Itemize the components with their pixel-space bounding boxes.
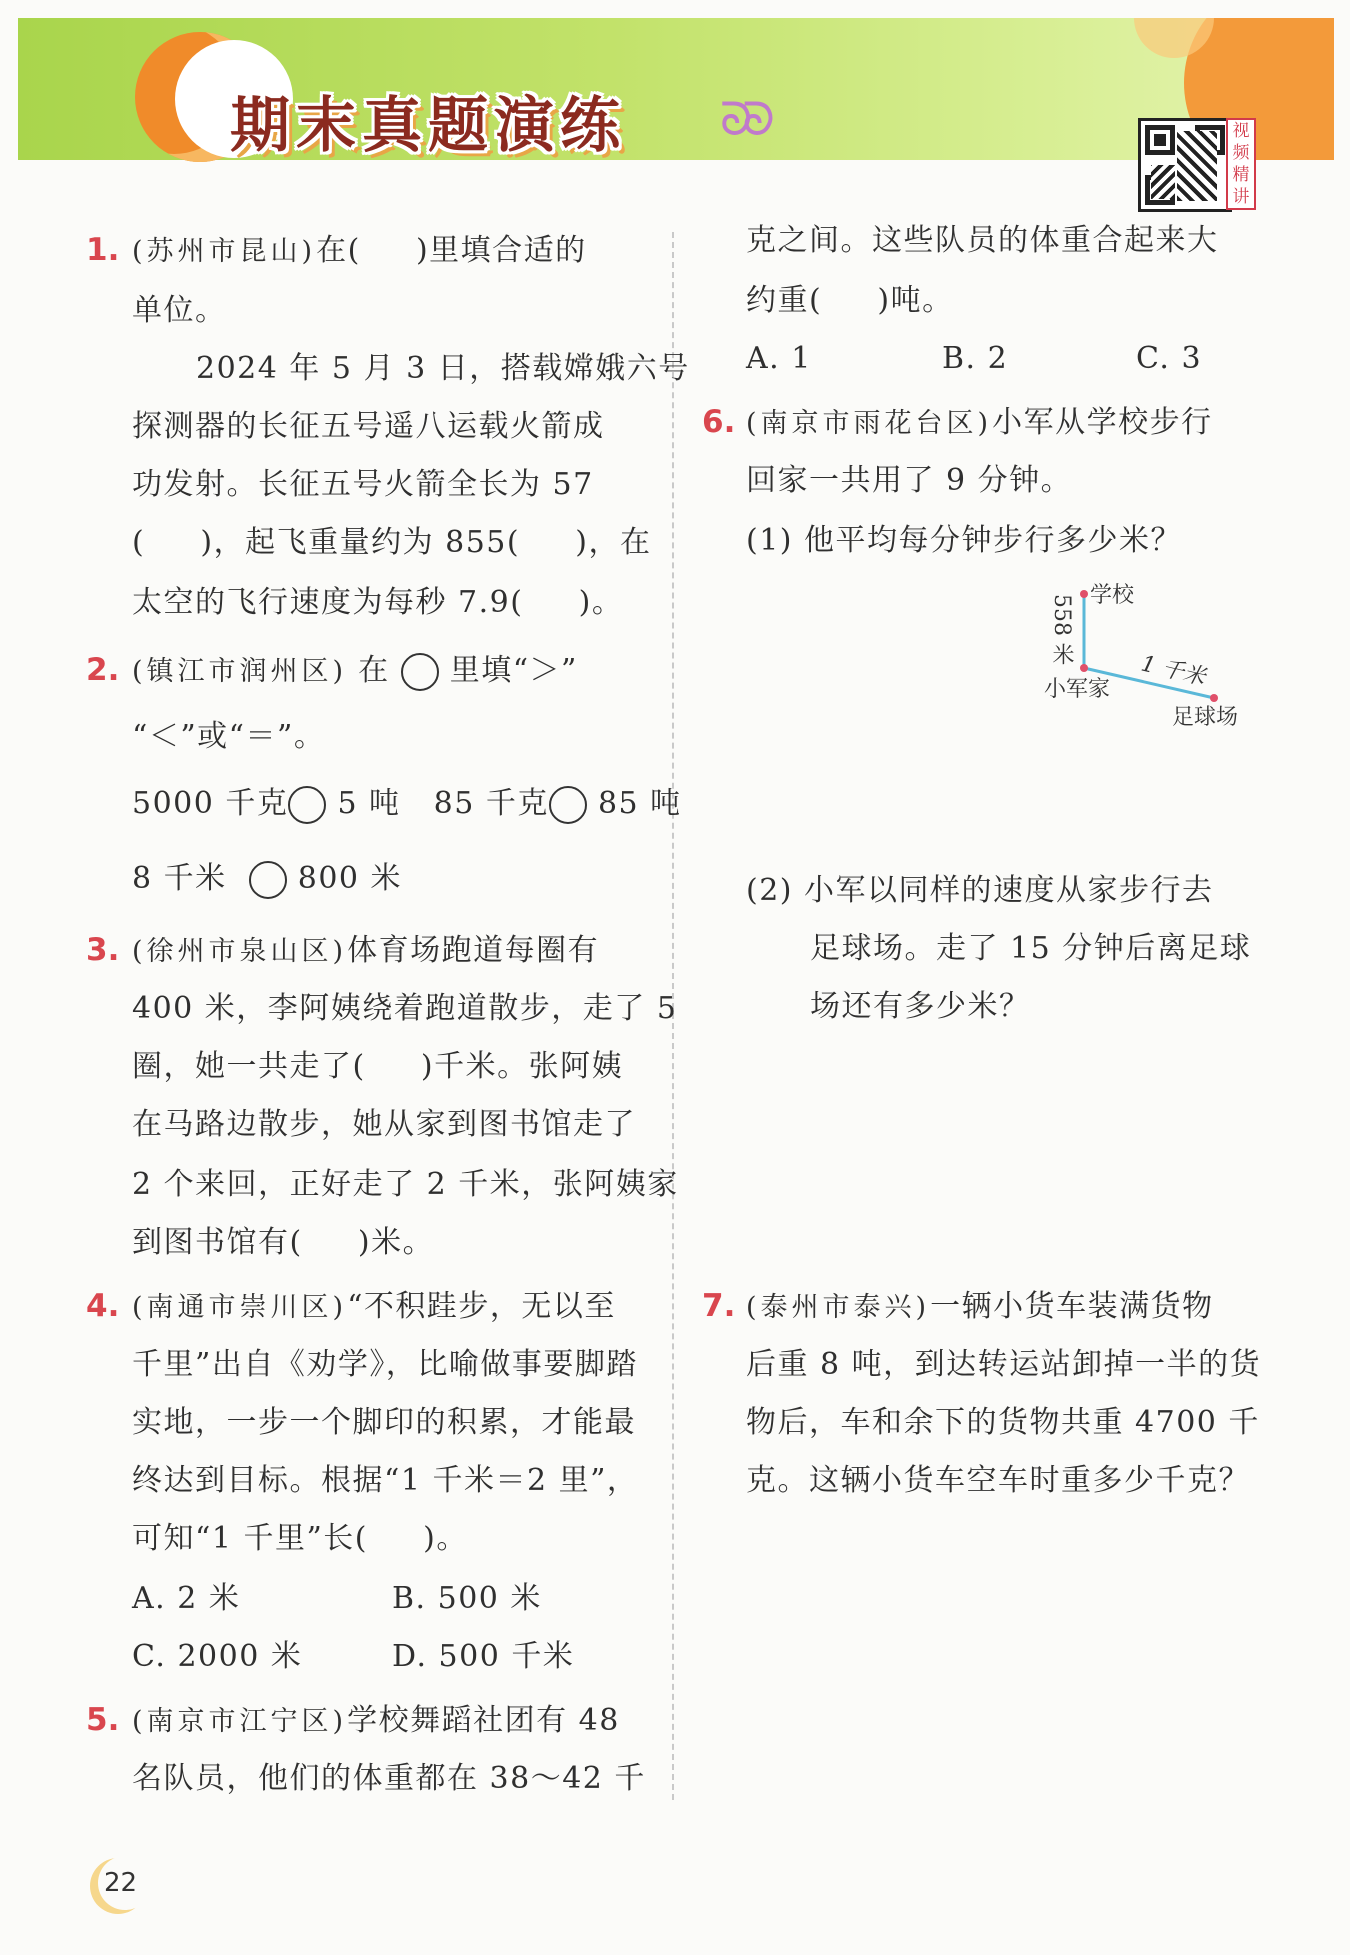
- question-1-line-2: 单位。: [132, 293, 227, 328]
- question-3-line-3: 圈，她一共走了( )千米。张阿姨: [132, 1049, 624, 1084]
- question-5-line-2: 名队员，他们的体重都在 38～42 千: [132, 1761, 646, 1796]
- field-point: [1210, 694, 1218, 702]
- question-2-line-1: (镇江市润州区) 在 里填“＞”: [132, 652, 578, 691]
- home-point: [1080, 664, 1088, 672]
- question-source: (南通市崇川区): [132, 1292, 348, 1323]
- question-6-part-2-line-1: (2) 小军以同样的速度从家步行去: [746, 873, 1214, 908]
- question-4-line-4: 终达到目标。根据“1 千米＝2 里”，: [132, 1463, 639, 1498]
- question-1-line-4: 探测器的长征五号遥八运载火箭成: [132, 409, 605, 444]
- question-4-line-5: 可知“1 千里”长( )。: [132, 1521, 468, 1556]
- label-home: 小军家: [1044, 677, 1111, 702]
- question-1-line-7: 太空的飞行速度为每秒 7.9( )。: [132, 585, 624, 620]
- compare-row-1: 5000 千克 5 吨 85 千克 85 吨: [132, 785, 682, 824]
- question-number: 1.: [86, 232, 120, 268]
- question-1-line-3: 2024 年 5 月 3 日，搭载嫦娥六号: [196, 351, 690, 386]
- question-source: (徐州市泉山区): [132, 936, 348, 967]
- video-explanation-label: 视 频 精 讲: [1226, 118, 1256, 210]
- label-school: 学校: [1090, 583, 1135, 608]
- question-source: (苏州市昆山): [132, 236, 317, 267]
- label-field: 足球场: [1172, 705, 1239, 730]
- question-number: 4.: [86, 1288, 120, 1324]
- question-7-line-2: 后重 8 吨，到达转运站卸掉一半的货: [746, 1347, 1262, 1382]
- question-number: 2.: [86, 652, 120, 688]
- question-number: 6.: [702, 404, 736, 440]
- compare-circle[interactable]: [549, 786, 587, 824]
- page-number-badge: [90, 1858, 150, 1918]
- question-1-line-6: ( )，起飞重量约为 855( )，在: [132, 525, 652, 560]
- question-6-part-1: (1) 他平均每分钟步行多少米？: [746, 523, 1183, 558]
- question-2-line-2: “＜”或“＝”。: [132, 719, 326, 754]
- question-6-part-2-line-2: 足球场。走了 15 分钟后离足球: [810, 931, 1252, 966]
- compare-row-2: 8 千米 800 米: [132, 860, 402, 899]
- question-number: 7.: [702, 1288, 736, 1324]
- question-3-line-1: (徐州市泉山区)体育场跑道每圈有: [132, 933, 600, 968]
- swirl-decoration-icon: ᘐᘐ: [720, 92, 765, 146]
- question-6-part-2-line-3: 场还有多少米？: [810, 989, 1031, 1024]
- question-7-line-1: (泰州市泰兴)一辆小货车装满货物: [746, 1289, 1214, 1324]
- question-1-line-5: 功发射。长征五号火箭全长为 57: [132, 467, 594, 502]
- question-4-line-3: 实地，一步一个脚印的积累，才能最: [132, 1405, 636, 1440]
- question-5-line-4: 约重( )吨。: [746, 283, 954, 318]
- question-7-line-4: 克。这辆小货车空车时重多少千克？: [746, 1463, 1250, 1498]
- page-title: 期末真题演练: [230, 91, 626, 161]
- question-source: (南京市雨花台区): [746, 408, 993, 439]
- option-d[interactable]: D. 500 千米: [392, 1639, 575, 1674]
- compare-circle[interactable]: [401, 653, 439, 691]
- qr-code-icon[interactable]: [1138, 118, 1232, 212]
- question-6-line-1: (南京市雨花台区)小军从学校步行: [746, 405, 1213, 440]
- compare-circle[interactable]: [288, 786, 326, 824]
- school-point: [1080, 590, 1088, 598]
- option-a[interactable]: A. 2 米: [132, 1581, 241, 1616]
- page-number: 22: [104, 1868, 138, 1898]
- question-6-line-2: 回家一共用了 9 分钟。: [746, 463, 1073, 498]
- question-3-line-6: 到图书馆有( )米。: [132, 1225, 435, 1260]
- option-a[interactable]: A. 1: [746, 341, 812, 376]
- label-558-meters: 558 米: [1049, 594, 1074, 665]
- question-source: (南京市江宁区): [132, 1706, 348, 1737]
- question-5-line-1: (南京市江宁区)学校舞蹈社团有 48: [132, 1703, 620, 1738]
- question-source: (泰州市泰兴): [746, 1292, 931, 1323]
- question-3-line-5: 2 个来回，正好走了 2 千米，张阿姨家: [132, 1167, 679, 1202]
- question-3-line-4: 在马路边散步，她从家到图书馆走了: [132, 1107, 636, 1142]
- option-b[interactable]: B. 2: [942, 341, 1009, 376]
- question-7-line-3: 物后，车和余下的货物共重 4700 千: [746, 1405, 1260, 1440]
- option-c[interactable]: C. 3: [1136, 341, 1203, 376]
- question-5-line-3: 克之间。这些队员的体重合起来大: [746, 223, 1219, 258]
- option-b[interactable]: B. 500 米: [392, 1581, 542, 1616]
- question-4-line-2: 千里”出自《劝学》，比喻做事要脚踏: [132, 1347, 638, 1382]
- question-3-line-2: 400 米，李阿姨绕着跑道散步，走了 5: [132, 991, 678, 1026]
- compare-circle[interactable]: [249, 861, 287, 899]
- option-c[interactable]: C. 2000 米: [132, 1639, 303, 1674]
- question-number: 3.: [86, 932, 120, 968]
- question-1-line-1: (苏州市昆山)在( )里填合适的: [132, 233, 587, 268]
- question-source: (镇江市润州区): [132, 656, 348, 687]
- question-number: 5.: [86, 1702, 120, 1738]
- question-4-line-1: (南通市崇川区)“不积跬步，无以至: [132, 1289, 616, 1324]
- label-1km: 1 千米: [1138, 651, 1208, 691]
